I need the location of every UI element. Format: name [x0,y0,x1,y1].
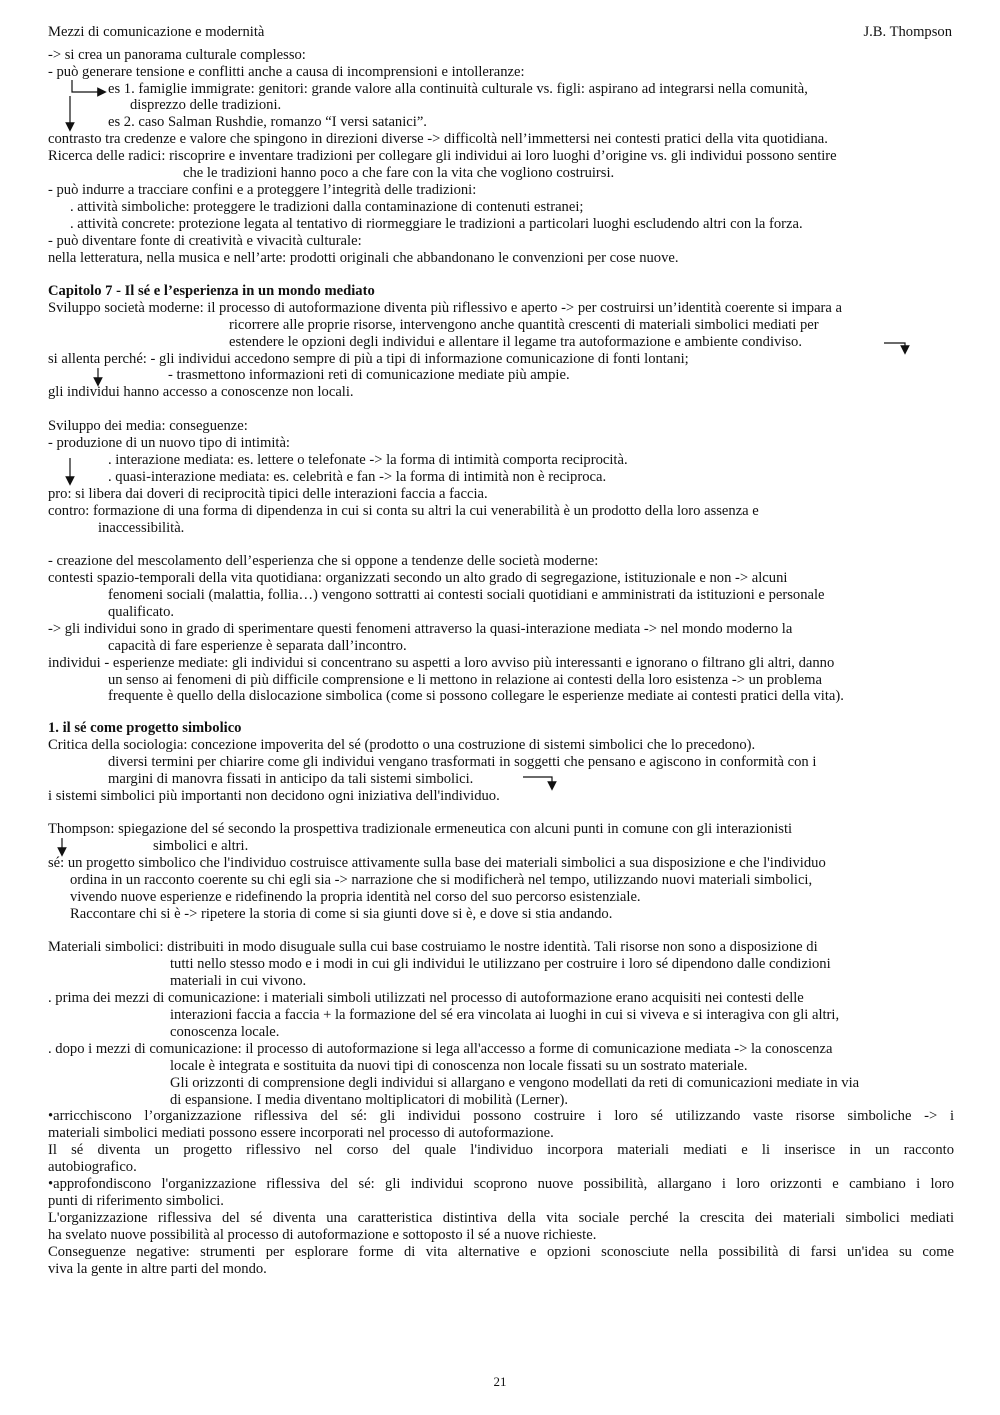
text-line: . dopo i mezzi di comunicazione: il processo di autoformazione si lega all'accesso a forme di comunicazione mediata -> la conoscenza [48,1041,833,1057]
text-line: es 1. famiglie immigrate: genitori: grande valore alla continuità culturale vs. figli: aspirano ad integrarsi nella comunità, [108,81,808,97]
text-line: locale è integrata e sostituita da nuovi tipi di conoscenza non locale fissati su un sostrato materiale. [170,1058,748,1074]
text-line: simbolici e altri. [153,838,249,854]
arrow-bend-down-icon [523,777,552,786]
text-line: di espansione. I media diventano moltiplicatori di mobilità (Lerner). [170,1092,568,1108]
text-line: estendere le opzioni degli individui e allentare il legame tra autoformazione e ambiente condiviso. [229,334,802,350]
text-line: viva la gente in altre parti del mondo. [48,1261,267,1277]
chapter-heading: Capitolo 7 - Il sé e l’esperienza in un mondo mediato [48,283,375,299]
text-line: Sviluppo dei media: conseguenze: [48,418,248,434]
text-line: Ricerca delle radici: riscoprire e inventare tradizioni per collegare gli individui ai loro luoghi d’origine vs. gli individui possono sentire [48,148,837,164]
text-line: un senso ai fenomeni di più difficile comprensione e li mettono in relazione ai contesti della loro esistenza -> un problema [108,672,822,688]
text-line: tutti nello stesso modo e i modi in cui gli individui le utilizzano per costruire i loro sé dipendono dalle condizioni [170,956,831,972]
text-line: capacità di fare esperienze è separata dall’incontro. [108,638,407,654]
text-line: diversi termini per chiarire come gli individui vengano trasformati in soggetti che pensano e agiscono in conformità con i [108,754,817,770]
text-line: Il sé diventa un progetto riflessivo nel corso del quale l'individuo incorpora materiali mediati e li inserisce in un racconto [48,1142,954,1158]
text-line: Raccontare chi si è -> ripetere la storia di come si sia giunti dove si è, e dove si stia andando. [70,906,613,922]
page-number: 21 [493,1374,507,1389]
text-line: contesti spazio-temporali della vita quotidiana: organizzati secondo un alto grado di segregazione, istituzionale e non -> alcuni [48,570,788,586]
text-line: i sistemi simbolici più importanti non decidono ogni iniziativa dell'individuo. [48,788,500,804]
text-line: autobiografico. [48,1159,137,1175]
text-line: materiali in cui vivono. [170,973,307,989]
text-line: si allenta perché: - gli individui accedono sempre di più a tipi di informazione comunicazione di fonti lontani; [48,351,689,367]
text-line: . quasi-interazione mediata: es. celebrità e fan -> la forma di intimità non è reciproca. [108,469,607,485]
text-line: Materiali simbolici: distribuiti in modo disuguale sulla cui base costruiamo le nostre identità. Tali risorse non sono a disposizione di [48,939,818,955]
text-line: pro: si libera dai doveri di reciprocità tipici delle interazioni faccia a faccia. [48,486,488,502]
bullet-item: - può indurre a tracciare confini e a proteggere l’integrità delle tradizioni: [48,182,477,198]
bullet-item: - può generare tensione e conflitti anche a causa di incomprensioni e intolleranze: [48,64,525,80]
text-line: contrasto tra credenze e valore che spingono in direzioni diverse -> difficoltà nell’immettersi nei contesti pratici della vita quotidiana. [48,131,828,147]
text-line: Thompson: spiegazione del sé secondo la prospettiva tradizionale ermeneutica con alcuni punti in comune con gli interazionisti [48,821,793,837]
text-line: nella letteratura, nella musica e nell’arte: prodotti originali che abbandonano le convenzioni per cose nuove. [48,250,679,266]
text-line: fenomeni sociali (malattia, follia…) vengono sottratti ai contesti sociali quotidiani e amministrati da istituzioni e personale [108,587,825,603]
bullet-item: - creazione del mescolamento dell’esperienza che si oppone a tendenze delle società moderne: [48,553,599,569]
text-line: -> si crea un panorama culturale complesso: [48,47,306,63]
text-line: qualificato. [108,604,175,620]
text-line: es 2. caso Salman Rushdie, romanzo “I versi satanici”. [108,114,427,130]
text-line: interazioni faccia a faccia + la formazione del sé era vincolata ai luoghi in cui si viveva e si interagiva con gli altri, [170,1007,840,1023]
bullet-item: - può diventare fonte di creatività e vivacità culturale: [48,233,362,249]
text-line: conoscenza locale. [170,1024,280,1040]
text-line: ha svelato nuove possibilità al processo di autoformazione e sottoposto il sé a nuove richieste. [48,1227,597,1243]
text-line: . attività simboliche: proteggere le tradizioni dalla contaminazione di contenuti estranei; [70,199,584,215]
running-header-author: J.B. Thompson [863,24,952,40]
text-line: inaccessibilità. [98,520,185,536]
text-line: sé: un progetto simbolico che l'individuo costruisce attivamente sulla base dei materiali simbolici a sua disposizione e che l'individuo [48,855,826,871]
text-line: ordina in un racconto coerente su chi egli sia -> narrazione che si modificherà nel tempo, utilizzando nuovi materiali simbolici, [70,872,813,888]
text-line: materiali simbolici mediati possono essere incorporati nel processo di autoformazione. [48,1125,554,1141]
text-line: individui - esperienze mediate: gli individui si concentrano su aspetti a loro avviso più interessanti e ignorano o filtrano gli altri, danno [48,655,835,671]
text-line: L'organizzazione riflessiva del sé diventa una caratteristica distintiva della vita sociale perché la crescita dei materiali simbolici mediati [48,1210,954,1226]
text-line: vivendo nuove esperienze e ridefinendo la propria identità nel corso del suo percorso esistenziale. [70,889,641,905]
text-line: frequente è quello della dislocazione simbolica (come si possono collegare le esperienze mediate ai contesti pratici della vita). [108,688,844,704]
text-line: Sviluppo società moderne: il processo di autoformazione diventa più riflessivo e aperto -> per costruirsi un’identità coerente si impara a [48,300,843,316]
text-line: . attività concrete: protezione legata al tentativo di riormeggiare le tradizioni a particolari luoghi escludendo altri con la forza. [70,216,803,232]
text-line: Gli orizzonti di comprensione degli individui si allargano e vengono modellati da reti di comunicazioni mediate in via [170,1075,860,1091]
arrow-bend-down-icon [884,343,905,350]
text-line: contro: formazione di una forma di dipendenza in cui si conta su altri la cui venerabilità è un prodotto della loro assenza e [48,503,759,519]
bullet-item: - produzione di un nuovo tipo di intimità: [48,435,290,451]
text-line: •arricchiscono l’organizzazione riflessiva del sé: gli individui possono costruire i loro sé utilizzando vaste risorse simboliche -> i [48,1108,954,1124]
text-line: Conseguenze negative: strumenti per esplorare forme di vita alternative e opzioni sconosciute nella possibilità di farsi un'idea su come [48,1244,954,1260]
text-line: Critica della sociologia: concezione impoverita del sé (prodotto o una costruzione di sistemi simbolici che lo precedono). [48,737,756,753]
text-line: margini di manovra fissati in anticipo da tali sistemi simbolici. [108,771,474,787]
text-line: che le tradizioni hanno poco a che fare con la vita che vogliono costruirsi. [183,165,615,181]
text-line: . interazione mediata: es. lettere o telefonate -> la forma di intimità comporta reciprocità. [108,452,628,468]
arrow-right-icon [72,80,102,92]
text-line: ricorrere alle proprie risorse, intervengono anche quantità crescenti di materiali simbolici mediati per [229,317,819,333]
text-line: -> gli individui sono in grado di sperimentare questi fenomeni attraverso la quasi-interazione mediata -> nel mondo moderno la [48,621,793,637]
text-line: - trasmettono informazioni reti di comunicazione mediate più ampie. [168,367,570,383]
text-line: •approfondiscono l'organizzazione riflessiva del sé: gli individui scoprono nuove possibilità, allargano i loro orizzonti e cambiano i loro [48,1176,954,1192]
text-line: disprezzo delle tradizioni. [130,97,282,113]
section-heading: 1. il sé come progetto simbolico [48,720,242,736]
text-line: punti di riferimento simbolici. [48,1193,224,1209]
text-line: . prima dei mezzi di comunicazione: i materiali simboli utilizzati nel processo di autoformazione erano acquisiti nei contesti delle [48,990,804,1006]
text-line: gli individui hanno accesso a conoscenze non locali. [48,384,354,400]
running-header-title: Mezzi di comunicazione e modernità [48,24,265,40]
